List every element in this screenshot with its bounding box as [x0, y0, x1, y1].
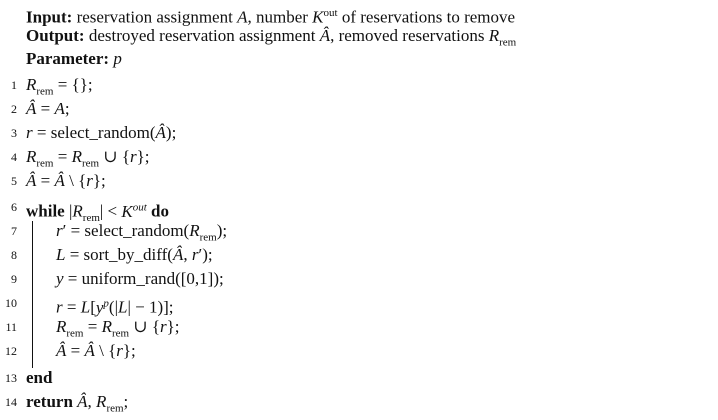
- line-number: 2: [11, 102, 17, 116]
- line-number: 11: [5, 320, 17, 334]
- code-line-1: $R_{rem}$ = {};: [26, 75, 93, 98]
- code-line-11: $R_{rem} = R_{rem}$ ∪ {r};: [56, 317, 180, 340]
- line-number: 1: [11, 78, 17, 92]
- algo-line: [0, 366, 718, 390]
- algo-line: [0, 243, 718, 267]
- algo-line: [0, 219, 718, 243]
- code-line-2: Â = A;: [26, 99, 70, 118]
- line-number: 6: [11, 200, 17, 214]
- code-line-12: Â = Â \ {r};: [56, 341, 136, 360]
- code-line-5: Â = Â \ {r};: [26, 171, 106, 190]
- output-line: Output: destroyed reservation assignment Â, removed reservations $R_{rem}$: [26, 26, 517, 49]
- algo-line: [0, 145, 718, 169]
- line-number: 10: [5, 296, 17, 310]
- input-label: Input:: [26, 7, 73, 27]
- input-line: Input: reservation assignment A, number $K^{out}$ of reservations to remove: [26, 7, 516, 27]
- line-number: 7: [11, 224, 17, 238]
- line-number: 12: [5, 344, 17, 358]
- parameter-line: [26, 48, 122, 70]
- algo-line: [0, 121, 718, 145]
- line-number: 14: [5, 395, 17, 409]
- code-line-4: $R_{rem} = R_{rem}$ ∪ {r};: [26, 147, 150, 170]
- code-line-8: L = sort_by_diff(Â, r′);: [56, 245, 213, 264]
- algo-line: [0, 339, 718, 363]
- line-number: 13: [5, 371, 17, 385]
- code-line-9: y = uniform_rand([0,1]);: [56, 269, 224, 288]
- parameter-value: p: [113, 49, 122, 68]
- line-number: 4: [11, 150, 17, 164]
- code-line-10: $r = L[y^p(|L| - 1)]$;: [56, 297, 174, 317]
- line-number: 3: [11, 126, 17, 140]
- code-line-13: end: [26, 368, 53, 387]
- line-number: 9: [11, 272, 17, 286]
- algo-line: [0, 195, 718, 225]
- parameter-label: Parameter:: [26, 49, 110, 68]
- algo-line: [0, 169, 718, 193]
- code-line-7: $r' = select\_random(R_{rem})$;: [56, 221, 228, 244]
- algo-line: [0, 291, 718, 315]
- algo-line: [0, 315, 718, 339]
- output-label: Output:: [26, 26, 85, 45]
- algo-line: [0, 73, 718, 97]
- code-line-14: return Â, $R_{rem}$;: [26, 392, 129, 415]
- line-number: 5: [11, 174, 17, 188]
- code-line-6: while $|R_{rem}| < K^{out}$ do: [26, 201, 170, 225]
- line-number: 8: [11, 248, 17, 262]
- algo-line: [0, 267, 718, 291]
- code-line-3: r = select_random(Â);: [26, 123, 177, 142]
- algo-line: [0, 390, 718, 414]
- algo-line: [0, 97, 718, 121]
